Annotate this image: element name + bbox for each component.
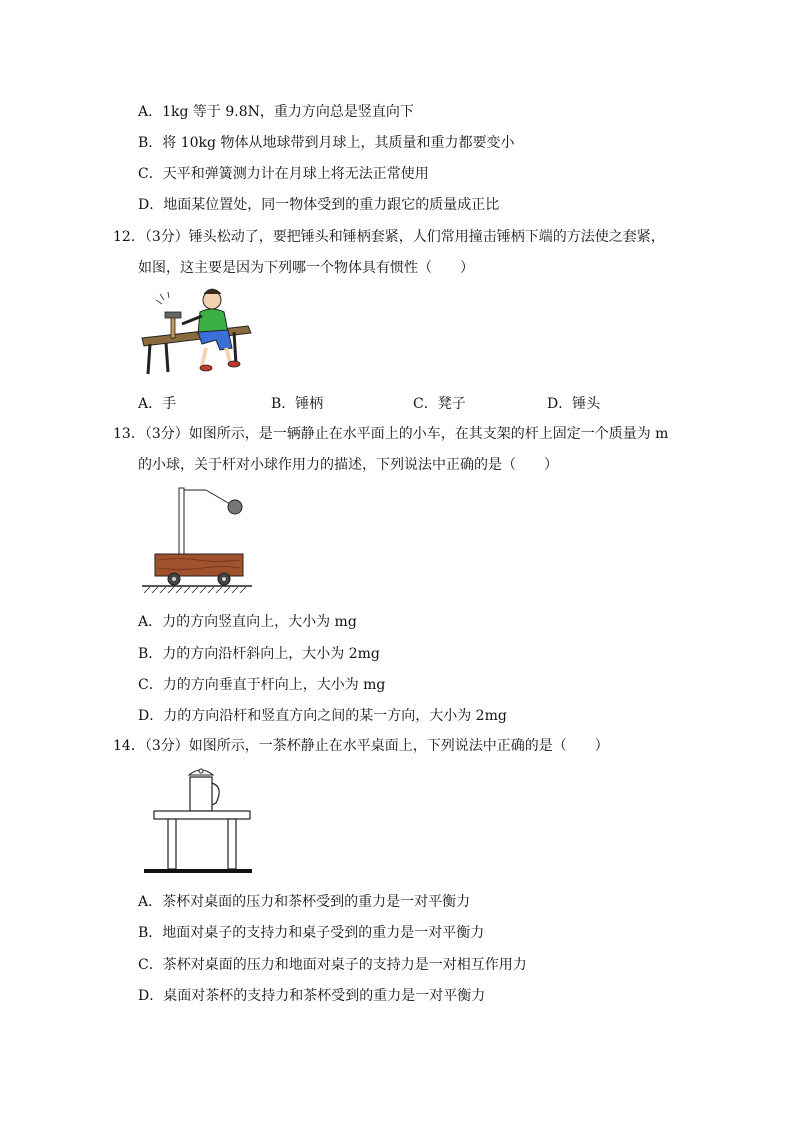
q11-option-d: D．地面某位置处，同一物体受到的重力跟它的质量成正比 <box>138 197 500 213</box>
q12-stem-line2: 如图，这主要是因为下列哪一个物体具有惯性（ ） <box>138 260 474 276</box>
cart-rod-ball-figure <box>140 486 266 596</box>
hammer-bench-figure <box>138 286 256 378</box>
q12-stem-line1: 12．（3分）锤头松动了，要把锤头和锤柄套紧，人们常用撞击锤柄下端的方法使之套紧， <box>113 229 665 245</box>
q11-option-a: A．1kg 等于 9.8N，重力方向总是竖直向下 <box>138 104 414 120</box>
q13-option-d: D．力的方向沿杆和竖直方向之间的某一方向，大小为 2mg <box>138 708 507 724</box>
q14-option-c: C．茶杯对桌面的压力和地面对桌子的支持力是一对相互作用力 <box>138 957 527 973</box>
q14-stem-line1: 14．（3分）如图所示，一茶杯静止在水平桌面上，下列说法中正确的是（ ） <box>113 738 609 754</box>
q12-option-c: C．凳子 <box>413 396 466 412</box>
teacup-table-figure <box>142 765 254 879</box>
q13-stem-line1: 13．（3分）如图所示，是一辆静止在水平面上的小车，在其支架的杆上固定一个质量为 m <box>113 426 669 442</box>
q13-option-a: A．力的方向竖直向上，大小为 mg <box>138 614 357 630</box>
q12-option-a: A．手 <box>138 396 177 412</box>
q14-option-d: D．桌面对茶杯的支持力和茶杯受到的重力是一对平衡力 <box>138 988 486 1004</box>
q13-option-b: B．力的方向沿杆斜向上，大小为 2mg <box>138 646 380 662</box>
q14-option-b: B．地面对桌子的支持力和桌子受到的重力是一对平衡力 <box>138 925 485 941</box>
q13-option-c: C．力的方向垂直于杆向上，大小为 mg <box>138 677 386 693</box>
q14-option-a: A．茶杯对桌面的压力和茶杯受到的重力是一对平衡力 <box>138 894 471 910</box>
q13-stem-line2: 的小球，关于杆对小球作用力的描述，下列说法中正确的是（ ） <box>138 457 558 473</box>
q12-option-d: D．锤头 <box>547 396 601 412</box>
q12-option-b: B．锤柄 <box>271 396 324 412</box>
q11-option-b: B．将 10kg 物体从地球带到月球上，其质量和重力都要变小 <box>138 135 515 151</box>
q11-option-c: C．天平和弹簧测力计在月球上将无法正常使用 <box>138 166 429 182</box>
